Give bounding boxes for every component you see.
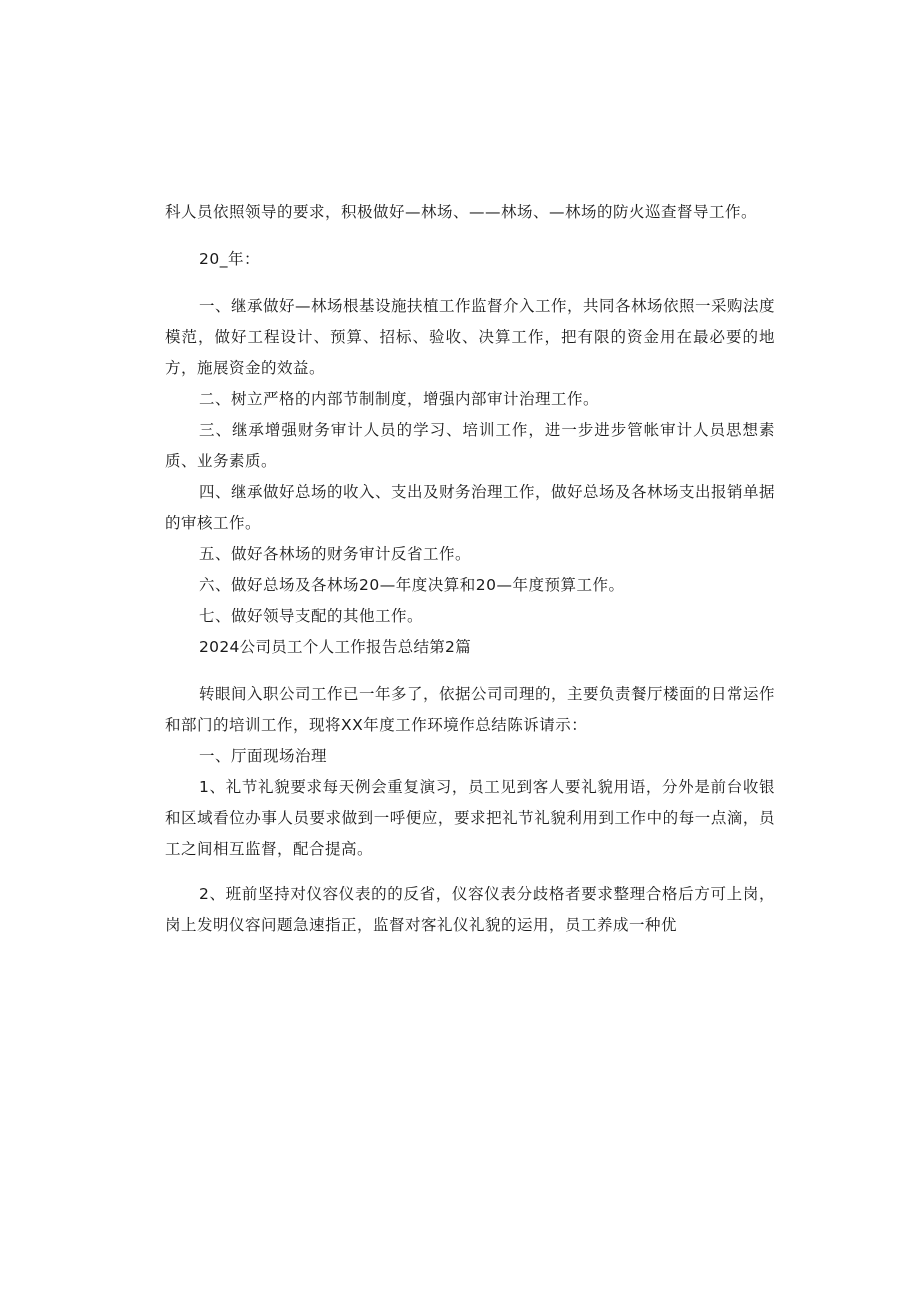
paragraph-fire-patrol: 科人员依照领导的要求，积极做好—林场、——林场、—林场的防火巡查督导工作。 bbox=[165, 203, 758, 221]
section-title: 2024公司员工个人工作报告总结第2篇 bbox=[199, 638, 472, 656]
year-heading: 20_年： bbox=[199, 250, 260, 268]
plan-item-7: 七、做好领导支配的其他工作。 bbox=[199, 607, 424, 625]
plan-item-2: 二、树立严格的内部节制制度，增强内部审计治理工作。 bbox=[199, 390, 600, 408]
plan-item-4: 四、继承做好总场的收入、支出及财务治理工作，做好总场及各林场支出报销单据的审核工作。 bbox=[165, 483, 776, 532]
plan-item-1: 一、继承做好—林场根基设施扶植工作监督介入工作，共同各林场依照一采购法度模范，做好工程设计、预算、招标、验收、决算工作，把有限的资金用在最必要的地方，施展资金的效益。 bbox=[165, 297, 776, 377]
document-body bbox=[165, 197, 775, 941]
item-appearance: 2、班前坚持对仪容仪表的的反省，仪容仪表分歧格者要求整理合格后方可上岗，岗上发明仪容问题急速指正，监督对客礼仪礼貌的运用，员工养成一种优 bbox=[165, 885, 775, 934]
section-intro: 转眼间入职公司工作已一年多了，依据公司司理的，主要负责餐厅楼面的日常运作和部门的培训工作，现将XX年度工作环境作总结陈诉请示： bbox=[165, 685, 776, 734]
plan-item-3: 三、继承增强财务审计人员的学习、培训工作，进一步进步管帐审计人员思想素质、业务素质。 bbox=[165, 421, 775, 470]
plan-item-5: 五、做好各林场的财务审计反省工作。 bbox=[199, 545, 472, 563]
item-courtesy: 1、礼节礼貌要求每天例会重复演习，员工见到客人要礼貌用语，分外是前台收银和区域看位办事人员要求做到一呼便应，要求把礼节礼貌利用到工作中的每一点滴，员工之间相互监督，配合提高。 bbox=[165, 778, 775, 858]
subheading-floor-management: 一、厅面现场治理 bbox=[199, 747, 328, 765]
plan-item-6: 六、做好总场及各林场20—年度决算和20—年度预算工作。 bbox=[199, 576, 625, 594]
